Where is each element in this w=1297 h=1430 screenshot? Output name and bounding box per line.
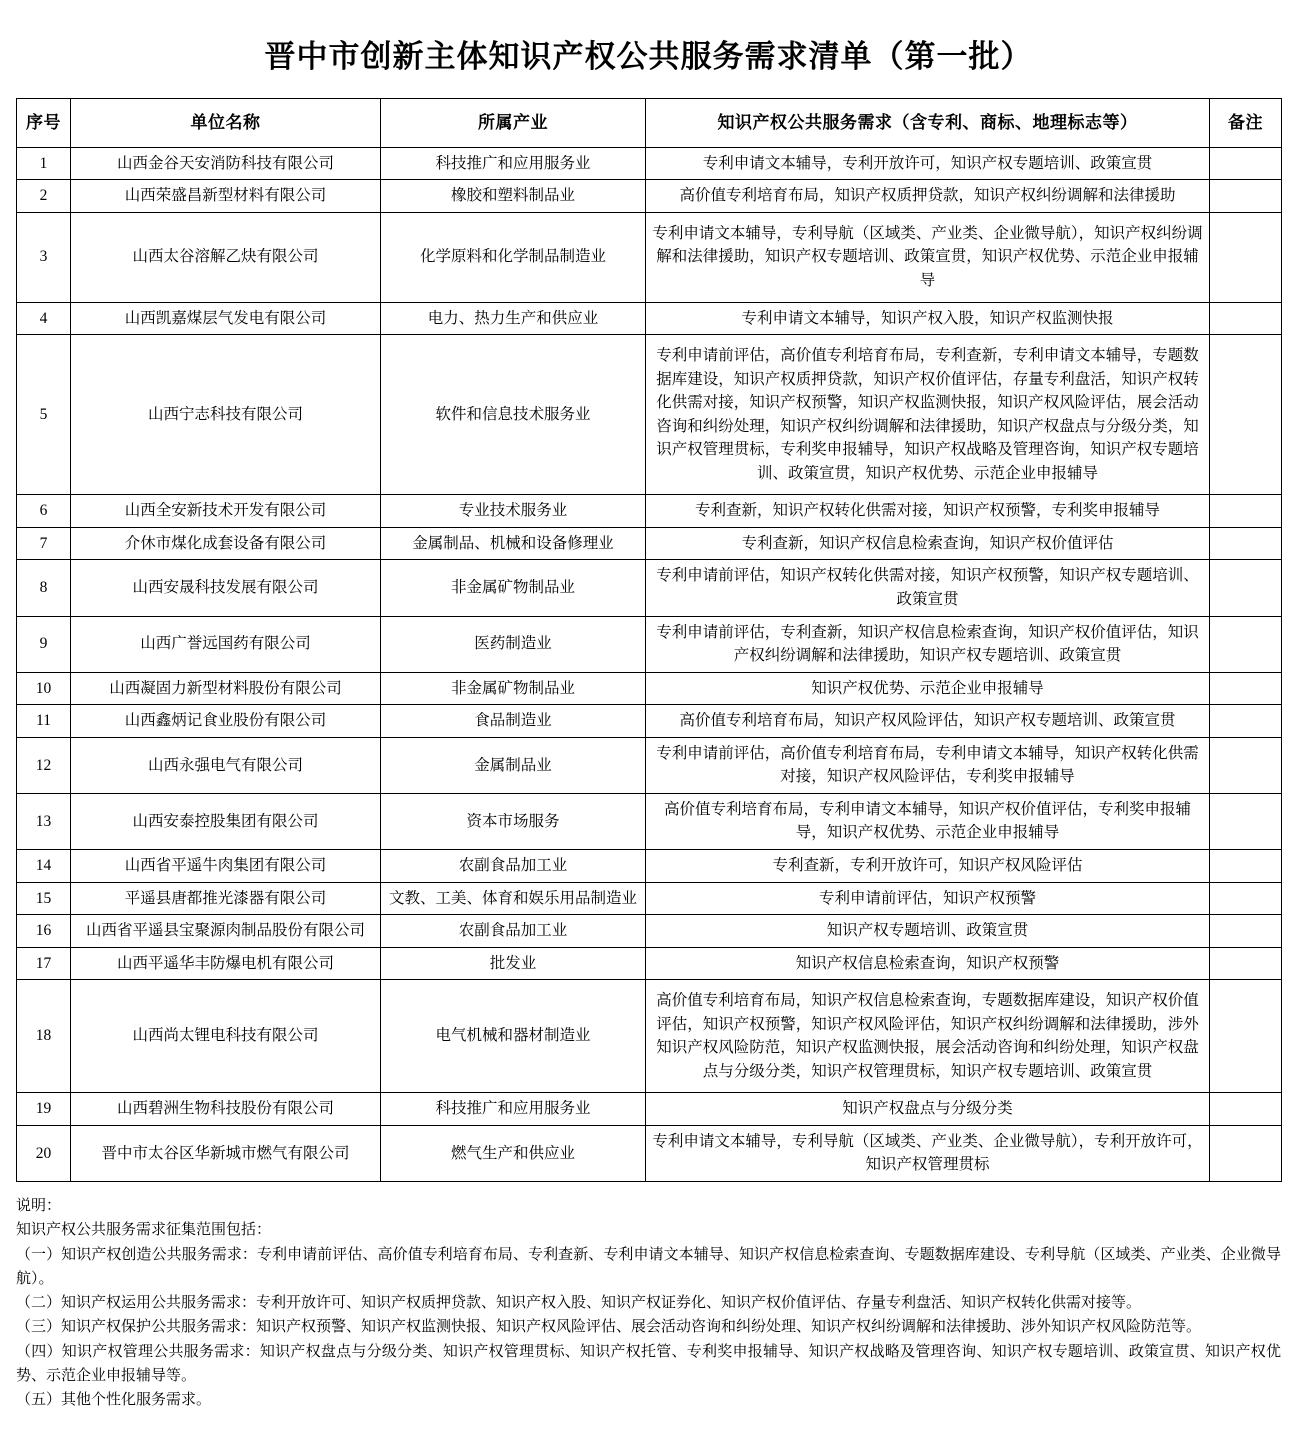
column-header-unit: 单位名称 [71, 99, 381, 148]
column-header-seq: 序号 [17, 99, 71, 148]
table-row [17, 672, 1282, 705]
cell-seq: 18 [17, 980, 71, 1093]
cell-need: 高价值专利培育布局，专利申请文本辅导，知识产权价值评估，专利奖申报辅导，知识产权优势、示范企业申报辅导 [646, 793, 1210, 849]
notes-item: （二）知识产权运用公共服务需求：专利开放许可、知识产权质押贷款、知识产权入股、知识产权证券化、知识产权价值评估、存量专利盘活、知识产权转化供需对接等。 [16, 1295, 1142, 1312]
cell-remark [1210, 1093, 1282, 1126]
cell-need: 知识产权信息检索查询，知识产权预警 [646, 947, 1210, 980]
cell-remark [1210, 915, 1282, 948]
cell-seq: 15 [17, 882, 71, 915]
cell-industry: 化学原料和化学制品制造业 [381, 212, 646, 302]
cell-seq: 7 [17, 527, 71, 560]
cell-industry: 电力、热力生产和供应业 [381, 302, 646, 335]
cell-need: 知识产权专题培训、政策宣贯 [646, 915, 1210, 948]
cell-industry: 医药制造业 [381, 616, 646, 672]
cell-unit: 山西省平遥县宝聚源肉制品股份有限公司 [71, 915, 381, 948]
cell-unit: 山西安泰控股集团有限公司 [71, 793, 381, 849]
cell-industry: 资本市场服务 [381, 793, 646, 849]
cell-unit: 平遥县唐都推光漆器有限公司 [71, 882, 381, 915]
cell-unit: 山西广誉远国药有限公司 [71, 616, 381, 672]
cell-seq: 4 [17, 302, 71, 335]
table-row [17, 705, 1282, 738]
table-row [17, 947, 1282, 980]
table-row [17, 180, 1282, 213]
table-row [17, 335, 1282, 495]
cell-unit: 山西安晟科技发展有限公司 [71, 560, 381, 616]
cell-remark [1210, 495, 1282, 528]
cell-industry: 软件和信息技术服务业 [381, 335, 646, 495]
cell-need: 知识产权优势、示范企业申报辅导 [646, 672, 1210, 705]
cell-seq: 14 [17, 849, 71, 882]
demand-list-table-wrap [0, 98, 1297, 1182]
cell-remark [1210, 147, 1282, 180]
cell-need: 专利申请前评估，高价值专利培育布局，专利申请文本辅导，知识产权转化供需对接，知识产权风险评估，专利奖申报辅导 [646, 737, 1210, 793]
table-row [17, 495, 1282, 528]
cell-unit: 山西太谷溶解乙炔有限公司 [71, 212, 381, 302]
table-row [17, 849, 1282, 882]
cell-remark [1210, 793, 1282, 849]
cell-unit: 山西荣盛昌新型材料有限公司 [71, 180, 381, 213]
cell-remark [1210, 560, 1282, 616]
table-body [17, 147, 1282, 1181]
cell-industry: 科技推广和应用服务业 [381, 1093, 646, 1126]
column-header-industry: 所属产业 [381, 99, 646, 148]
page-title: 晋中市创新主体知识产权公共服务需求清单（第一批） [264, 39, 1033, 74]
cell-seq: 1 [17, 147, 71, 180]
cell-industry: 燃气生产和供应业 [381, 1125, 646, 1181]
notes-intro: 知识产权公共服务需求征集范围包括： [16, 1222, 272, 1239]
cell-remark [1210, 212, 1282, 302]
cell-industry: 文教、工美、体育和娱乐用品制造业 [381, 882, 646, 915]
cell-unit: 介休市煤化成套设备有限公司 [71, 527, 381, 560]
cell-seq: 13 [17, 793, 71, 849]
cell-unit: 山西省平遥牛肉集团有限公司 [71, 849, 381, 882]
table-row [17, 915, 1282, 948]
cell-seq: 12 [17, 737, 71, 793]
cell-need: 专利申请文本辅导，专利开放许可，知识产权专题培训、政策宣贯 [646, 147, 1210, 180]
cell-industry: 食品制造业 [381, 705, 646, 738]
cell-seq: 5 [17, 335, 71, 495]
cell-seq: 19 [17, 1093, 71, 1126]
cell-remark [1210, 672, 1282, 705]
cell-need: 专利查新，知识产权转化供需对接，知识产权预警，专利奖申报辅导 [646, 495, 1210, 528]
cell-remark [1210, 302, 1282, 335]
cell-need: 高价值专利培育布局，知识产权质押贷款，知识产权纠纷调解和法律援助 [646, 180, 1210, 213]
table-row [17, 212, 1282, 302]
cell-need: 专利查新，专利开放许可，知识产权风险评估 [646, 849, 1210, 882]
cell-need: 专利查新，知识产权信息检索查询，知识产权价值评估 [646, 527, 1210, 560]
cell-need: 专利申请前评估，高价值专利培育布局，专利查新，专利申请文本辅导，专题数据库建设，知识产权质押贷款，知识产权价值评估，存量专利盘活，知识产权转化供需对接，知识产权预警，知识产权监测快报，知识产权风险评估，展会活动咨询和纠纷处理，知识产权纠纷调解和法律援助，知识产权盘点与分级分类，知识产权管理贯标，专利奖申报辅导，知识产权战略及管理咨询，知识产权专题培训、政策宣贯，知识产权优势、示范企业申报辅导 [646, 335, 1210, 495]
cell-industry: 专业技术服务业 [381, 495, 646, 528]
cell-unit: 山西宁志科技有限公司 [71, 335, 381, 495]
cell-industry: 非金属矿物制品业 [381, 672, 646, 705]
cell-seq: 3 [17, 212, 71, 302]
cell-unit: 山西鑫炳记食业股份有限公司 [71, 705, 381, 738]
cell-industry: 批发业 [381, 947, 646, 980]
cell-industry: 农副食品加工业 [381, 915, 646, 948]
table-row [17, 882, 1282, 915]
column-header-remark: 备注 [1210, 99, 1282, 148]
cell-industry: 金属制品、机械和设备修理业 [381, 527, 646, 560]
cell-seq: 8 [17, 560, 71, 616]
table-row [17, 527, 1282, 560]
cell-need: 专利申请前评估，知识产权转化供需对接，知识产权预警，知识产权专题培训、政策宣贯 [646, 560, 1210, 616]
cell-unit: 山西凯嘉煤层气发电有限公司 [71, 302, 381, 335]
table-row [17, 793, 1282, 849]
cell-unit: 山西凝固力新型材料股份有限公司 [71, 672, 381, 705]
notes-item: （四）知识产权管理公共服务需求：知识产权盘点与分级分类、知识产权管理贯标、知识产权托管、专利奖申报辅导、知识产权战略及管理咨询、知识产权专题培训、政策宣贯、知识产权优势、示范企业申报辅导等。 [16, 1343, 1281, 1385]
cell-need: 高价值专利培育布局，知识产权信息检索查询，专题数据库建设，知识产权价值评估，知识产权预警，知识产权风险评估，知识产权纠纷调解和法律援助，涉外知识产权风险防范，知识产权监测快报，展会活动咨询和纠纷处理，知识产权盘点与分级分类，知识产权管理贯标，知识产权专题培训、政策宣贯 [646, 980, 1210, 1093]
cell-industry: 金属制品业 [381, 737, 646, 793]
cell-need: 知识产权盘点与分级分类 [646, 1093, 1210, 1126]
cell-remark [1210, 180, 1282, 213]
cell-remark [1210, 527, 1282, 560]
cell-seq: 16 [17, 915, 71, 948]
table-row [17, 1125, 1282, 1181]
column-header-need: 知识产权公共服务需求（含专利、商标、地理标志等） [646, 99, 1210, 148]
table-header [17, 99, 1282, 148]
demand-list-table [16, 98, 1282, 1182]
notes-item: （一）知识产权创造公共服务需求：专利申请前评估、高价值专利培育布局、专利查新、专利申请文本辅导、知识产权信息检索查询、专题数据库建设、专利导航（区域类、产业类、企业微导航）。 [16, 1246, 1281, 1287]
cell-seq: 9 [17, 616, 71, 672]
cell-seq: 6 [17, 495, 71, 528]
table-row [17, 980, 1282, 1093]
cell-seq: 20 [17, 1125, 71, 1181]
cell-seq: 10 [17, 672, 71, 705]
cell-remark [1210, 980, 1282, 1093]
cell-need: 专利申请文本辅导，专利导航（区域类、产业类、企业微导航），专利开放许可，知识产权管理贯标 [646, 1125, 1210, 1181]
cell-remark [1210, 335, 1282, 495]
cell-unit: 山西尚太锂电科技有限公司 [71, 980, 381, 1093]
table-row [17, 737, 1282, 793]
cell-unit: 山西全安新技术开发有限公司 [71, 495, 381, 528]
table-row [17, 616, 1282, 672]
cell-industry: 橡胶和塑料制品业 [381, 180, 646, 213]
cell-need: 专利申请前评估，知识产权预警 [646, 882, 1210, 915]
cell-unit: 山西金谷天安消防科技有限公司 [71, 147, 381, 180]
cell-remark [1210, 1125, 1282, 1181]
cell-industry: 科技推广和应用服务业 [381, 147, 646, 180]
cell-unit: 山西平遥华丰防爆电机有限公司 [71, 947, 381, 980]
cell-industry: 非金属矿物制品业 [381, 560, 646, 616]
cell-industry: 农副食品加工业 [381, 849, 646, 882]
cell-need: 高价值专利培育布局，知识产权风险评估，知识产权专题培训、政策宣贯 [646, 705, 1210, 738]
cell-remark [1210, 882, 1282, 915]
cell-remark [1210, 849, 1282, 882]
cell-seq: 17 [17, 947, 71, 980]
notes-heading: 说明： [16, 1197, 62, 1214]
table-row [17, 1093, 1282, 1126]
table-header-row [17, 99, 1282, 148]
cell-remark [1210, 616, 1282, 672]
cell-seq: 2 [17, 180, 71, 213]
cell-need: 专利申请前评估，专利查新，知识产权信息检索查询，知识产权价值评估，知识产权纠纷调解和法律援助，知识产权专题培训、政策宣贯 [646, 616, 1210, 672]
notes-item: （三）知识产权保护公共服务需求：知识产权预警、知识产权监测快报、知识产权风险评估、展会活动咨询和纠纷处理、知识产权纠纷调解和法律援助、涉外知识产权风险防范等。 [16, 1319, 1202, 1336]
table-row [17, 302, 1282, 335]
cell-unit: 山西永强电气有限公司 [71, 737, 381, 793]
notes-section [0, 1182, 1297, 1413]
table-row [17, 147, 1282, 180]
cell-need: 专利申请文本辅导，专利导航（区域类、产业类、企业微导航），知识产权纠纷调解和法律援助，知识产权专题培训、政策宣贯，知识产权优势、示范企业申报辅导 [646, 212, 1210, 302]
cell-seq: 11 [17, 705, 71, 738]
cell-remark [1210, 705, 1282, 738]
table-row [17, 560, 1282, 616]
cell-industry: 电气机械和器材制造业 [381, 980, 646, 1093]
cell-remark [1210, 737, 1282, 793]
cell-unit: 山西碧洲生物科技股份有限公司 [71, 1093, 381, 1126]
cell-need: 专利申请文本辅导，知识产权入股，知识产权监测快报 [646, 302, 1210, 335]
cell-remark [1210, 947, 1282, 980]
notes-item: （五）其他个性化服务需求。 [16, 1392, 212, 1409]
cell-unit: 晋中市太谷区华新城市燃气有限公司 [71, 1125, 381, 1181]
